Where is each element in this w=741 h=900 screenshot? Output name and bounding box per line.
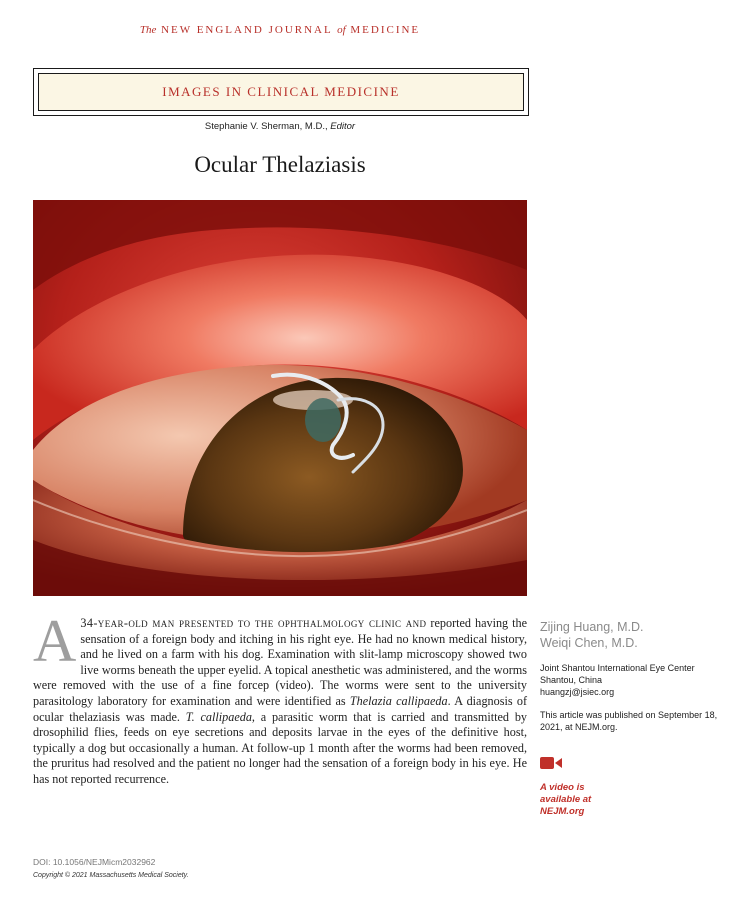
article-body [33, 608, 528, 788]
lead-in: 34-year-old man presented to the ophthalmology clinic and [80, 616, 427, 630]
author-block [540, 619, 735, 818]
video-note-line-1: A video is [540, 782, 585, 793]
video-camera-icon[interactable] [540, 755, 562, 771]
journal-masthead [0, 24, 560, 36]
author-name-2: Weiqi Chen, M.D. [540, 636, 638, 650]
video-availability-link[interactable] [540, 782, 735, 818]
video-note-line-3: NEJM.org [540, 806, 585, 817]
copyright: Copyright © 2021 Massachusetts Medical Society. [33, 872, 189, 879]
affiliation-email[interactable]: huangzj@jsiec.org [540, 687, 615, 697]
body-part-1: reported having the sensation of a foreign body and itching in his right eye. He had no known medical history, and he lived on a farm with his dog. Examination with slit-lamp microscopy showed two live worms beneath the upper eyelid. A topical anesthetic was administered, and the worms were removed with the use of a fine forcep (video). The worms were sent to the university parasitology laboratory for examination and were identified as [33, 616, 527, 708]
affiliation-institution: Joint Shantou International Eye Center [540, 663, 695, 673]
affiliation [540, 662, 735, 698]
species-name-2: T. callipaeda [185, 709, 252, 724]
editor-name: Stephanie V. Sherman, M.D., [204, 121, 328, 132]
clinical-image [33, 200, 527, 596]
drop-cap: A [33, 608, 77, 674]
section-banner-inner [38, 73, 524, 111]
journal-name-part1: NEW ENGLAND JOURNAL [161, 24, 333, 36]
species-name-1: Thelazia callipaeda [349, 693, 448, 708]
section-banner [33, 68, 529, 116]
journal-the: The [139, 24, 157, 36]
section-editor [0, 121, 560, 132]
body-part-3: , a parasitic worm that is carried and transmitted by drosophilid flies, feeds on eye secretions and deposits larvae in the eyes of the definitive host, typically a dog but occasionally a human. At follow-up 1 month after the worms had been removed, the pruritus had resolved and the patient no longer had the sensation of a foreign body in his eye. He has not reported recurrence. [33, 709, 528, 786]
journal-of: of [337, 24, 346, 36]
journal-name-part2: MEDICINE [350, 24, 421, 36]
section-title: IMAGES IN CLINICAL MEDICINE [162, 84, 400, 99]
author-name-1: Zijing Huang, M.D. [540, 620, 644, 634]
publication-note: This article was published on September 18, 2021, at NEJM.org. [540, 710, 718, 732]
affiliation-city: Shantou, China [540, 675, 603, 685]
video-note-line-2: available at [540, 794, 592, 805]
doi[interactable]: DOI: 10.1056/NEJMicm2032962 [33, 857, 156, 867]
article-title: Ocular Thelaziasis [194, 152, 366, 177]
body-part-2: . A diagnosis of ocular thelaziasis was made. [33, 693, 528, 724]
editor-role: Editor [330, 121, 356, 132]
eye-photo [33, 200, 527, 596]
